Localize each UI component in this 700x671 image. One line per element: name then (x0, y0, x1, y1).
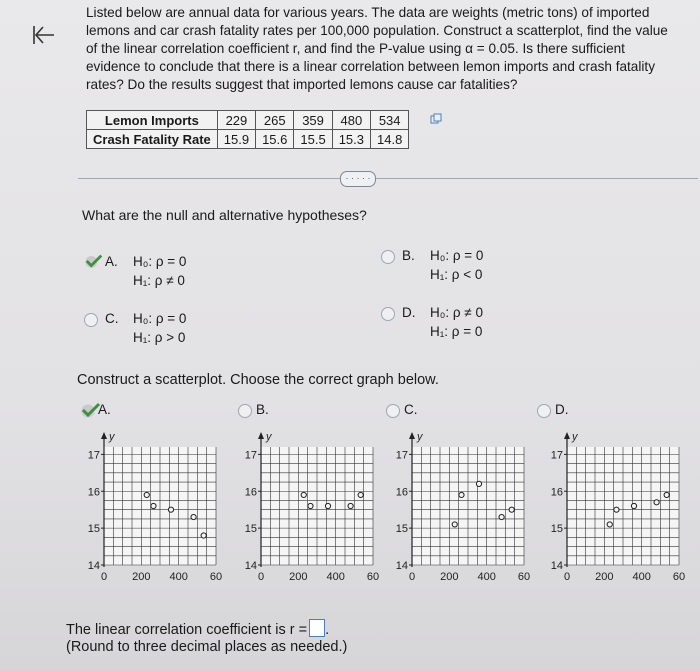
graph-option-b[interactable]: B. (256, 402, 269, 417)
x-tick-label: 60 (366, 571, 380, 583)
x-tick-label: 200 (289, 571, 308, 583)
x-tick-label: 0 (100, 571, 108, 583)
null-hypothesis: H₀: ρ = 0 (133, 311, 187, 326)
back-arrow-icon[interactable] (30, 22, 56, 48)
round-note: (Round to three decimal places as needed.) (66, 639, 348, 655)
data-point (607, 522, 612, 527)
scatterplot-c[interactable] (388, 425, 533, 585)
data-table (86, 110, 409, 149)
option-letter: C. (105, 311, 119, 326)
y-tick-label: 17 (244, 449, 257, 462)
data-point (151, 503, 156, 508)
table-cell: 265 (256, 111, 294, 130)
table-cell: 534 (371, 111, 409, 130)
data-point (308, 503, 313, 508)
data-point (614, 507, 619, 512)
alt-hypothesis: H₁: ρ > 0 (133, 330, 186, 345)
hypothesis-option-c[interactable] (105, 309, 186, 347)
r-suffix: . (325, 622, 330, 638)
x-tick-label: 400 (326, 571, 345, 583)
y-tick-label: 17 (395, 449, 408, 462)
data-point (348, 503, 353, 508)
alt-hypothesis: H₁: ρ = 0 (430, 324, 483, 339)
problem-text: Listed below are annual data for various years. The data are weights (metric tons) of imported lemons and car crash fatality rates per 100,000 population. Construct a scatterplot, find the value of the linear correlation coefficient r, and find the P-value using α = 0.05. Is there sufficient evidence to conclude that there is a linear correlation between lemon imports and crash fatality rates? Do the results suggest that imported lemons cause car fatalities? (86, 5, 668, 92)
graph-option-d[interactable]: D. (555, 402, 569, 417)
data-point (631, 503, 636, 508)
option-letter: B. (402, 248, 415, 263)
y-axis-label: y (109, 431, 115, 443)
x-tick-label: 400 (632, 571, 651, 583)
data-point (654, 500, 659, 505)
data-point (476, 481, 481, 486)
data-point (509, 507, 514, 512)
table-row (87, 130, 409, 149)
alt-hypothesis: H₁: ρ < 0 (430, 267, 483, 282)
x-tick-label: 60 (209, 571, 223, 583)
r-prompt-line (66, 619, 329, 638)
y-tick-label: 16 (550, 486, 563, 499)
data-point (664, 492, 669, 497)
option-letter: D. (402, 305, 416, 320)
x-tick-label: 200 (595, 571, 614, 583)
y-tick-label: 14 (87, 560, 100, 572)
graph-option-c[interactable]: C. (404, 402, 418, 417)
divider (78, 178, 698, 179)
data-point (459, 492, 464, 497)
question-text: What are the null and alternative hypotheses? (82, 207, 367, 223)
table-cell: 480 (332, 111, 370, 130)
y-tick-label: 17 (550, 449, 563, 462)
y-tick-label: 16 (395, 486, 408, 499)
r-prompt: The linear correlation coefficient is r = (66, 622, 308, 638)
row-header: Lemon Imports (87, 111, 218, 130)
data-point (144, 492, 149, 497)
data-point (191, 514, 196, 519)
check-icon (84, 253, 104, 274)
table-cell: 15.3 (332, 130, 370, 149)
scatterplot-b[interactable] (237, 425, 382, 585)
y-axis-label: y (266, 431, 272, 443)
x-tick-label: 0 (257, 571, 265, 583)
alt-hypothesis: H₁: ρ ≠ 0 (133, 273, 185, 288)
row-header: Crash Fatality Rate (87, 130, 218, 149)
y-tick-label: 14 (395, 560, 408, 572)
table-row (87, 111, 409, 130)
x-tick-label: 60 (517, 571, 531, 583)
scatterplot-d[interactable] (543, 425, 688, 585)
option-letter: A. (105, 254, 118, 269)
null-hypothesis: H₀: ρ = 0 (133, 254, 187, 269)
radio-button[interactable] (84, 313, 98, 327)
radio-button[interactable] (238, 404, 252, 418)
y-axis-arrow (258, 432, 264, 439)
table-cell: 15.9 (217, 130, 255, 149)
graph-option-a[interactable]: A. (98, 402, 111, 417)
x-tick-label: 400 (477, 571, 496, 583)
hypothesis-option-b[interactable] (402, 246, 483, 284)
data-point (325, 503, 330, 508)
x-tick-label: 400 (169, 571, 188, 583)
y-axis-label: y (572, 431, 578, 443)
table-cell: 14.8 (371, 130, 409, 149)
copy-icon[interactable] (430, 112, 442, 124)
data-point (452, 522, 457, 527)
hypothesis-option-d[interactable] (402, 303, 483, 341)
null-hypothesis: H₀: ρ ≠ 0 (430, 305, 483, 320)
radio-button[interactable] (537, 404, 551, 418)
data-point (499, 514, 504, 519)
y-tick-label: 15 (550, 523, 563, 536)
y-tick-label: 15 (244, 523, 257, 536)
scatter-prompt: Construct a scatterplot. Choose the correct graph below. (77, 372, 439, 388)
data-point (358, 492, 363, 497)
y-tick-label: 15 (87, 523, 100, 536)
table-cell: 359 (294, 111, 332, 130)
radio-button[interactable] (386, 404, 400, 418)
y-tick-label: 16 (87, 486, 100, 499)
y-tick-label: 14 (244, 560, 257, 572)
data-point (301, 492, 306, 497)
x-tick-label: 0 (563, 571, 571, 583)
problem-statement (86, 4, 671, 94)
radio-button[interactable] (381, 250, 395, 264)
x-tick-label: 200 (440, 571, 459, 583)
scatterplot-a[interactable] (80, 425, 225, 585)
x-tick-label: 200 (132, 571, 151, 583)
y-tick-label: 16 (244, 486, 257, 499)
x-tick-label: 0 (408, 571, 416, 583)
y-tick-label: 15 (395, 523, 408, 536)
table-cell: 229 (217, 111, 255, 130)
radio-button[interactable] (381, 307, 395, 321)
null-hypothesis: H₀: ρ = 0 (430, 248, 484, 263)
y-axis-arrow (564, 432, 570, 439)
table-cell: 15.5 (294, 130, 332, 149)
y-tick-label: 17 (87, 449, 100, 462)
data-point (201, 533, 206, 538)
table-cell: 15.6 (256, 130, 294, 149)
y-tick-label: 14 (550, 560, 563, 572)
y-axis-label: y (417, 431, 423, 443)
y-axis-arrow (409, 432, 415, 439)
y-axis-arrow (101, 432, 107, 439)
more-button[interactable]: · · · · · (340, 171, 376, 187)
r-answer-input[interactable] (309, 619, 325, 637)
data-point (168, 507, 173, 512)
hypothesis-option-a[interactable] (105, 252, 186, 290)
x-tick-label: 60 (672, 571, 686, 583)
